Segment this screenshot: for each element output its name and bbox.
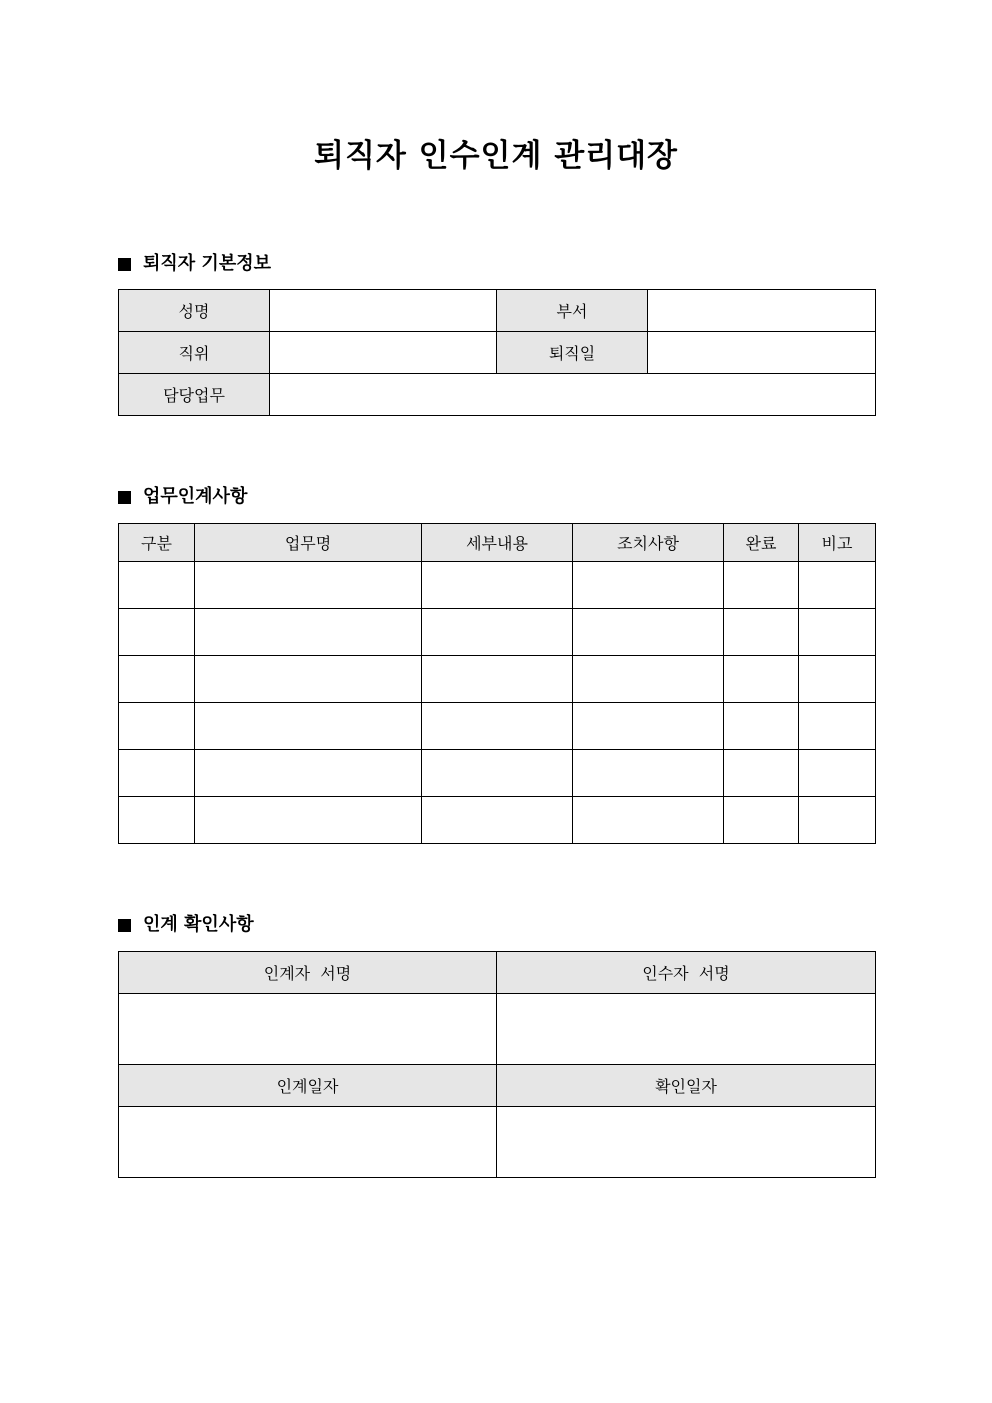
table-cell[interactable] <box>195 562 422 609</box>
section-heading-basic-info <box>118 252 271 276</box>
section-heading-handover <box>118 485 247 509</box>
table-cell[interactable] <box>119 609 195 656</box>
square-bullet-icon <box>118 258 131 271</box>
column-header-category: 구분 <box>119 524 195 562</box>
table-cell[interactable] <box>422 656 573 703</box>
table-cell[interactable] <box>799 562 876 609</box>
table-row <box>119 750 876 797</box>
column-header-complete: 완료 <box>724 524 799 562</box>
table-cell[interactable] <box>724 656 799 703</box>
square-bullet-icon <box>118 919 131 932</box>
table-cell[interactable] <box>573 703 724 750</box>
table-cell[interactable] <box>573 656 724 703</box>
name-label: 성명 <box>119 290 270 332</box>
table-cell[interactable] <box>422 609 573 656</box>
table-cell[interactable] <box>119 656 195 703</box>
table-cell[interactable] <box>195 656 422 703</box>
column-header-task-name: 업무명 <box>195 524 422 562</box>
table-cell[interactable] <box>799 797 876 844</box>
table-cell[interactable] <box>422 703 573 750</box>
table-header-row <box>119 1065 876 1107</box>
table-cell[interactable] <box>119 703 195 750</box>
position-field[interactable] <box>270 332 497 374</box>
giver-signature-field[interactable] <box>119 994 497 1065</box>
table-row <box>119 562 876 609</box>
receiver-signature-field[interactable] <box>497 994 876 1065</box>
handover-date-field[interactable] <box>119 1107 497 1178</box>
column-header-actions: 조치사항 <box>573 524 724 562</box>
position-label: 직위 <box>119 332 270 374</box>
table-cell[interactable] <box>195 750 422 797</box>
name-field[interactable] <box>270 290 497 332</box>
table-row <box>119 290 876 332</box>
table-header-row <box>119 952 876 994</box>
retire-date-label: 퇴직일 <box>497 332 648 374</box>
section-heading-text: 퇴직자 기본정보 <box>143 253 271 274</box>
confirm-date-label: 확인일자 <box>497 1065 876 1107</box>
giver-signature-label: 인계자 서명 <box>119 952 497 994</box>
table-cell[interactable] <box>799 750 876 797</box>
table-cell[interactable] <box>195 609 422 656</box>
table-cell[interactable] <box>799 609 876 656</box>
page-title: 퇴직자 인수인계 관리대장 <box>314 138 678 174</box>
table-row <box>119 332 876 374</box>
handover-tasks-table <box>118 523 876 844</box>
table-cell[interactable] <box>724 562 799 609</box>
basic-info-table <box>118 289 876 416</box>
table-cell[interactable] <box>724 797 799 844</box>
duties-label: 담당업무 <box>119 374 270 416</box>
section-heading-text: 업무인계사항 <box>143 486 248 507</box>
confirm-date-field[interactable] <box>497 1107 876 1178</box>
table-cell[interactable] <box>573 609 724 656</box>
table-cell[interactable] <box>573 750 724 797</box>
table-cell[interactable] <box>799 703 876 750</box>
table-cell[interactable] <box>119 797 195 844</box>
table-cell[interactable] <box>195 703 422 750</box>
table-cell[interactable] <box>422 797 573 844</box>
section-heading-confirmation <box>118 913 254 937</box>
confirmation-table <box>118 951 876 1178</box>
table-row <box>119 656 876 703</box>
table-cell[interactable] <box>119 750 195 797</box>
column-header-details: 세부내용 <box>422 524 573 562</box>
table-cell[interactable] <box>724 750 799 797</box>
table-row <box>119 703 876 750</box>
table-row <box>119 797 876 844</box>
table-row <box>119 374 876 416</box>
table-cell[interactable] <box>799 656 876 703</box>
table-row <box>119 1107 876 1178</box>
table-cell[interactable] <box>422 562 573 609</box>
square-bullet-icon <box>118 491 131 504</box>
table-cell[interactable] <box>195 797 422 844</box>
section-heading-text: 인계 확인사항 <box>143 914 254 935</box>
department-label: 부서 <box>497 290 648 332</box>
duties-field[interactable] <box>270 374 876 416</box>
table-cell[interactable] <box>422 750 573 797</box>
department-field[interactable] <box>648 290 876 332</box>
table-cell[interactable] <box>573 797 724 844</box>
receiver-signature-label: 인수자 서명 <box>497 952 876 994</box>
table-header-row <box>119 524 876 562</box>
retire-date-field[interactable] <box>648 332 876 374</box>
table-cell[interactable] <box>724 703 799 750</box>
table-row <box>119 994 876 1065</box>
table-cell[interactable] <box>573 562 724 609</box>
table-cell[interactable] <box>119 562 195 609</box>
table-row <box>119 609 876 656</box>
column-header-remarks: 비고 <box>799 524 876 562</box>
table-cell[interactable] <box>724 609 799 656</box>
handover-date-label: 인계일자 <box>119 1065 497 1107</box>
